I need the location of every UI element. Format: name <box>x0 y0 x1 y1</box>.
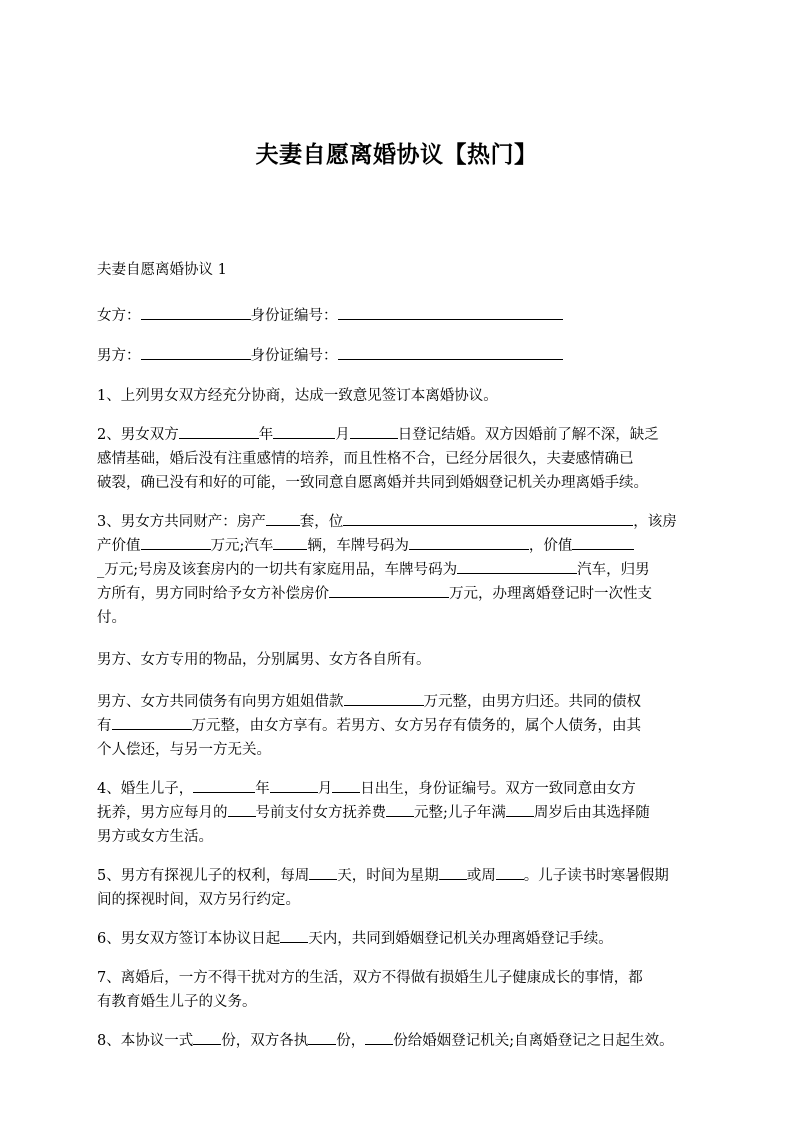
value-text: 产价值 <box>97 538 141 554</box>
marriage-month-blank[interactable] <box>273 423 335 439</box>
car-count-blank[interactable] <box>273 534 307 550</box>
compensation-text: 方所有，男方同时给予女方补偿房价 <box>97 586 329 602</box>
support-amount-blank[interactable] <box>386 801 414 817</box>
clause-4-h: 周岁后由其选择随 <box>533 805 650 821</box>
clause-5-c: 或周 <box>466 868 496 884</box>
male-label: 男方： <box>97 348 141 364</box>
clause-5 <box>97 864 707 912</box>
document-body <box>97 258 707 1053</box>
male-line <box>97 344 707 368</box>
clause-2-line-3: 破裂，确已没有和好的可能，一致同意自愿离婚并共同到婚姻登记机关办理离婚手续。 <box>97 475 648 491</box>
marriage-year-blank[interactable] <box>179 423 259 439</box>
clause-7-b: 有教育婚生儿子的义务。 <box>97 994 257 1010</box>
debt-clause <box>97 690 707 762</box>
clause-7 <box>97 966 707 1014</box>
house-value-blank[interactable] <box>141 534 211 550</box>
clause-5-a: 5、男方有探视儿子的权利，每周 <box>97 868 310 884</box>
worth-text: ，价值 <box>528 538 573 554</box>
weekday-blank[interactable] <box>439 864 467 880</box>
male-name-blank[interactable] <box>141 344 251 360</box>
marriage-day-blank[interactable] <box>350 423 398 439</box>
clause-4-g: 元整;儿子年满 <box>414 805 506 821</box>
clause-5-e: 间的探视时间，双方另行约定。 <box>97 892 300 908</box>
house-location-blank[interactable] <box>343 510 633 526</box>
credit-blank[interactable] <box>112 714 192 730</box>
set-text: 套，位 <box>299 514 344 530</box>
compensation-blank[interactable] <box>329 582 449 598</box>
male-id-blank[interactable] <box>338 344 563 360</box>
clause-6-a: 6、男女双方签订本协议日起 <box>97 931 281 947</box>
female-line <box>97 304 707 328</box>
clause-8-b: 份，双方各执 <box>221 1033 309 1049</box>
debt-text-d: 万元整，由女方享有。若男方、女方另存有债务的，属个人债务，由其 <box>191 718 641 734</box>
clause-2-text: 日登记结婚。双方因婚前了解不深，缺乏 <box>397 427 659 443</box>
registration-days-blank[interactable] <box>280 927 308 943</box>
plate-blank-2[interactable] <box>457 558 577 574</box>
clause-4-e: 抚养，男方应每月的 <box>97 805 228 821</box>
debt-text-c: 有 <box>97 718 112 734</box>
female-label: 女方： <box>97 308 141 324</box>
clause-1: 1、上列男女双方经充分协商，达成一致意见签订本离婚协议。 <box>97 388 498 404</box>
female-name-blank[interactable] <box>141 304 251 320</box>
house-tail: ，该房 <box>633 514 677 530</box>
year-text: 年 <box>258 427 274 443</box>
weekday-blank-2[interactable] <box>496 864 524 880</box>
document-title: 夫妻自愿离婚协议【热门】 <box>255 142 538 168</box>
car-tail: 汽车，归男 <box>577 562 650 578</box>
debt-text-a: 男方、女方共同债务有向男方姐姐借款 <box>97 694 344 710</box>
clause-5-d: 。儿子读书时寒暑假期 <box>523 868 669 884</box>
clause-4-c: 月 <box>317 781 333 797</box>
id-label: 身份证编号： <box>250 348 338 364</box>
debt-blank[interactable] <box>344 690 424 706</box>
car-text: 万元;汽车 <box>210 538 274 554</box>
clause-4-d: 日出生，身份证编号。双方一致同意由女方 <box>360 781 636 797</box>
clause-3 <box>97 510 707 630</box>
clause-3-prefix: 3、男女方共同财产：房产 <box>97 514 266 530</box>
clause-6-b: 天内，共同到婚姻登记机关办理离婚登记手续。 <box>308 931 613 947</box>
plate-blank[interactable] <box>409 534 529 550</box>
registry-copy-blank[interactable] <box>365 1029 393 1045</box>
birth-year-blank[interactable] <box>193 777 255 793</box>
clause-8-d: 份给婚姻登记机关;自离婚登记之日起生效。 <box>393 1033 674 1049</box>
clause-2-prefix: 2、男女双方 <box>97 427 179 443</box>
visit-days-blank[interactable] <box>309 864 337 880</box>
personal-items: 男方、女方专用的物品，分别属男、女方各自所有。 <box>97 652 431 668</box>
clause-3-line-3: _万元;号房及该套房内的一切共有家庭用品，车牌号码为 <box>97 562 458 578</box>
clause-6 <box>97 927 707 951</box>
clause-4-i: 男方或女方生活。 <box>97 829 213 845</box>
month-text: 月 <box>335 427 350 443</box>
subtitle: 夫妻自愿离婚协议 1 <box>97 262 227 278</box>
clause-7-a: 7、离婚后，一方不得干扰对方的生活，双方不得做有损婚生儿子健康成长的事情，都 <box>97 970 643 986</box>
debt-text-b: 万元整，由男方归还。共同的债权 <box>423 694 641 710</box>
birth-day-blank[interactable] <box>332 777 360 793</box>
clause-4 <box>97 777 707 849</box>
clause-8-a: 8、本协议一式 <box>97 1033 194 1049</box>
id-label: 身份证编号： <box>250 308 338 324</box>
house-count-blank[interactable] <box>266 510 300 526</box>
compensation-tail: 万元，办理离婚登记时一次性支 <box>449 586 652 602</box>
birth-month-blank[interactable] <box>270 777 318 793</box>
clause-8 <box>97 1029 707 1053</box>
clause-2 <box>97 423 707 495</box>
clause-4-a: 4、婚生儿子， <box>97 781 194 797</box>
each-copy-blank[interactable] <box>308 1029 336 1045</box>
plate-text: 辆，车牌号码为 <box>307 538 409 554</box>
age-blank[interactable] <box>506 801 534 817</box>
female-id-blank[interactable] <box>338 304 563 320</box>
clause-5-b: 天，时间为星期 <box>337 868 439 884</box>
clause-8-c: 份， <box>336 1033 366 1049</box>
clause-2-line-2: 感情基础，婚后没有注重感情的培养，而且性格不合，已经分居很久，夫妻感情确已 <box>97 451 634 467</box>
clause-3-line-5: 付。 <box>97 610 126 626</box>
copies-blank[interactable] <box>193 1029 221 1045</box>
pay-day-blank[interactable] <box>228 801 256 817</box>
car-value-blank[interactable] <box>572 534 634 550</box>
clause-4-b: 年 <box>255 781 270 797</box>
debt-text-e: 个人偿还，与另一方无关。 <box>97 742 271 758</box>
clause-4-f: 号前支付女方抚养费 <box>255 805 386 821</box>
